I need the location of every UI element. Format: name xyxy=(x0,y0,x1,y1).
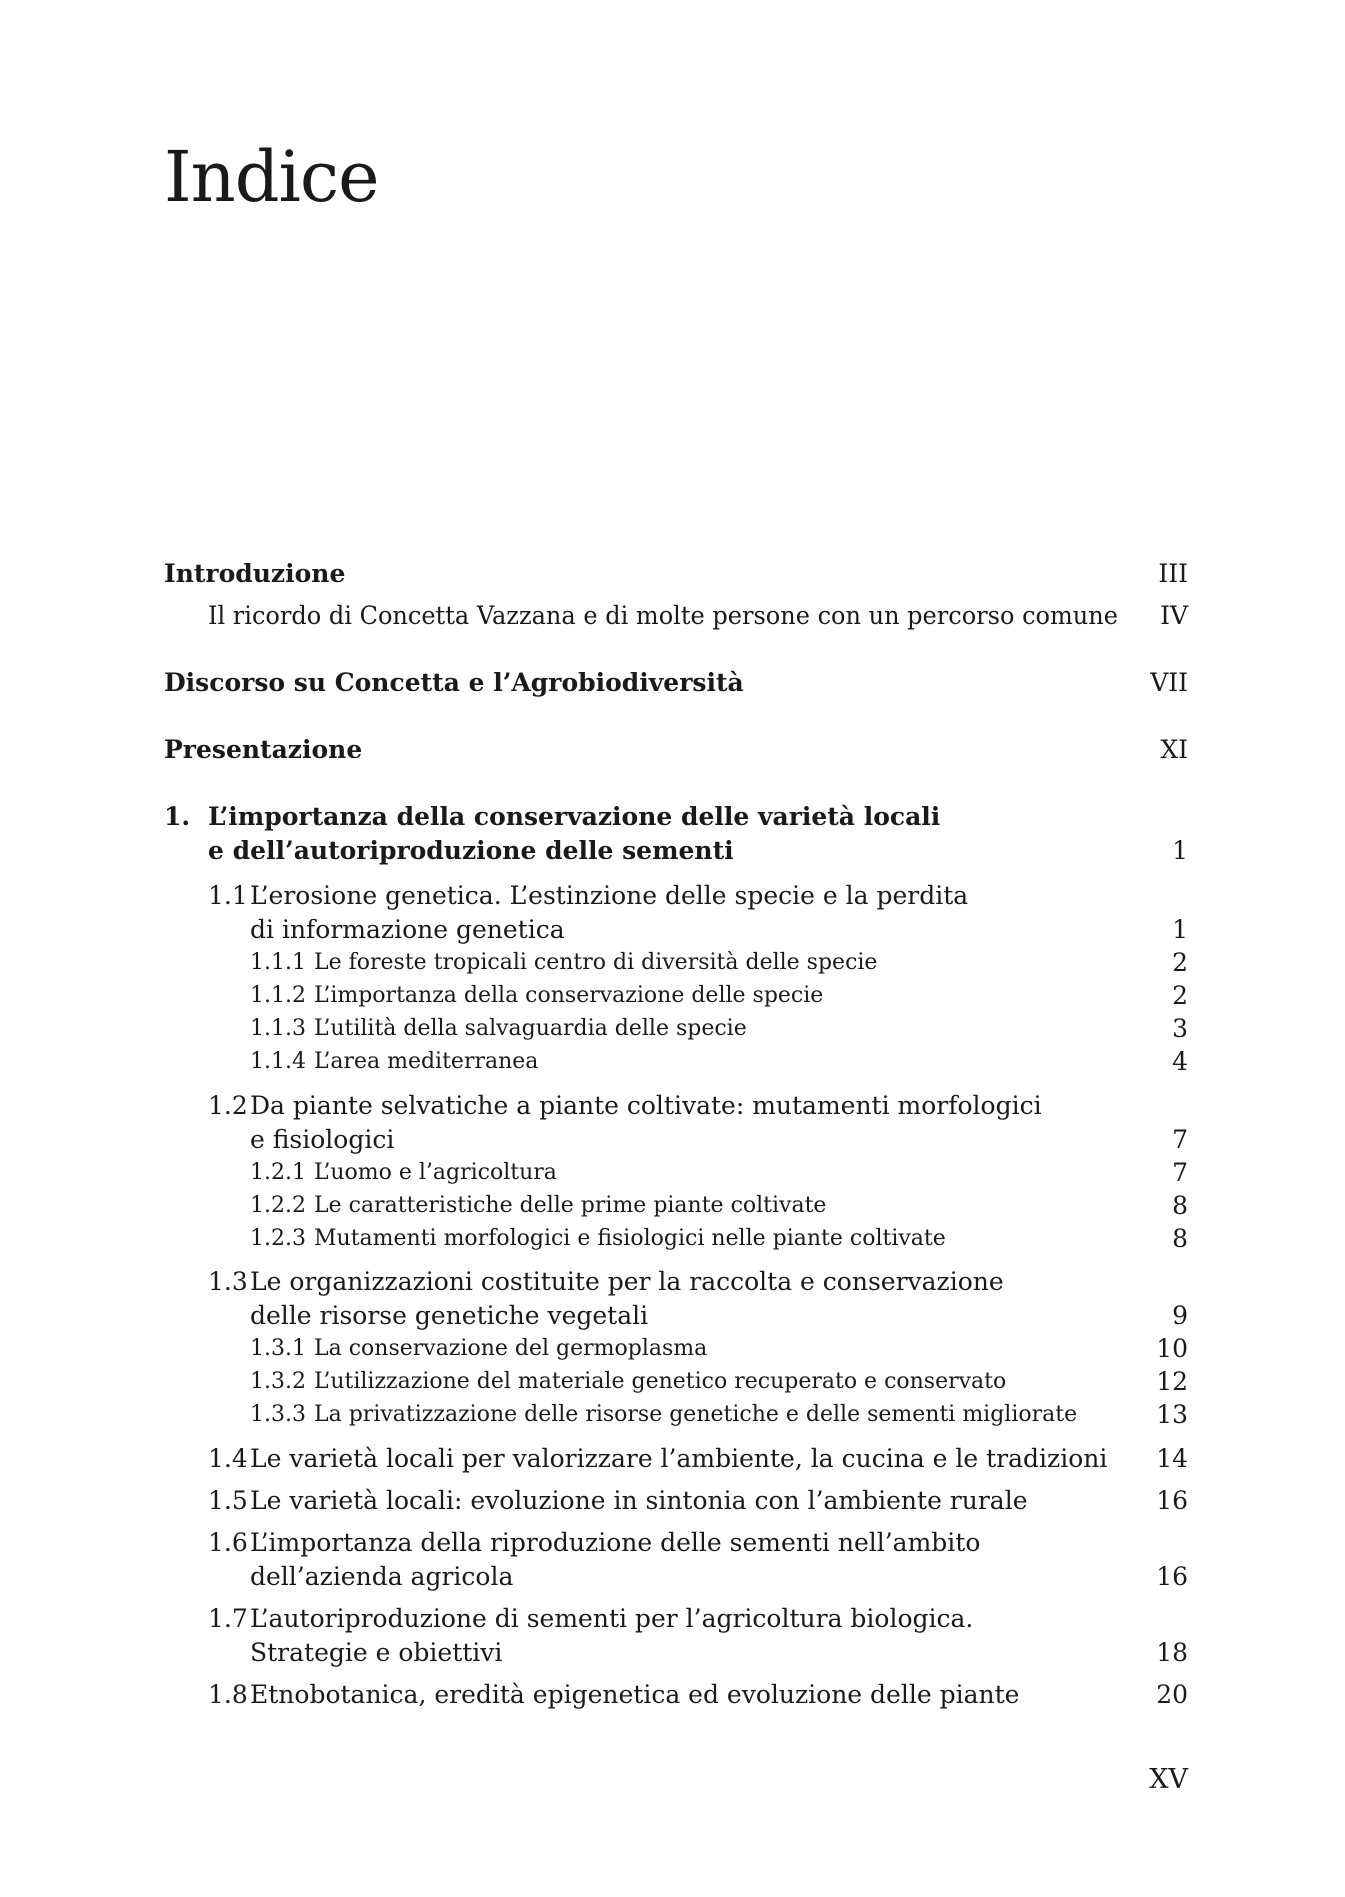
toc-section-title[interactable]: Le varietà locali: evoluzione in sintonia con l’ambiente rurale xyxy=(250,1486,1028,1515)
chapter-title-line1[interactable]: L’importanza della conservazione delle varietà locali xyxy=(208,802,941,831)
toc-section-title[interactable]: L’autoriproduzione di sementi per l’agricoltura biologica. xyxy=(250,1604,974,1633)
toc-section-title[interactable]: L’importanza della riproduzione delle sementi nell’ambito xyxy=(250,1528,981,1557)
toc-page-number: 9 xyxy=(1172,1301,1188,1330)
toc-section-title[interactable]: Etnobotanica, eredità epigenetica ed evoluzione delle piante xyxy=(250,1680,1020,1709)
toc-subsection-number: 1.3.3 xyxy=(250,1402,306,1427)
toc-page-number: 1 xyxy=(1172,915,1188,944)
toc-page-number: III xyxy=(1158,559,1188,588)
toc-section-title-cont[interactable]: e fisiologici xyxy=(250,1125,395,1154)
toc-subsection-title[interactable]: L’utilità della salvaguardia delle specie xyxy=(314,1016,747,1041)
toc-page-number: 12 xyxy=(1156,1367,1188,1396)
toc-subsection-title[interactable]: L’uomo e l’agricoltura xyxy=(314,1160,557,1185)
toc-entry-discorso[interactable]: Discorso su Concetta e l’Agrobiodiversità xyxy=(164,668,744,697)
toc-page-number: 8 xyxy=(1172,1224,1188,1253)
toc-entry-ricordo[interactable]: Il ricordo di Concetta Vazzana e di molte persone con un percorso comune xyxy=(208,601,1118,630)
toc-section-title[interactable]: L’erosione genetica. L’estinzione delle specie e la perdita xyxy=(250,881,969,910)
toc-section-number: 1.5 xyxy=(208,1486,248,1515)
toc-subsection-title[interactable]: L’importanza della conservazione delle specie xyxy=(314,983,824,1008)
toc-entry-presentazione[interactable]: Presentazione xyxy=(164,735,363,764)
toc-subsection-title[interactable]: Mutamenti morfologici e fisiologici nelle piante coltivate xyxy=(314,1226,946,1251)
toc-page-number: 8 xyxy=(1172,1191,1188,1220)
toc-page-number: 16 xyxy=(1156,1486,1188,1515)
toc-page-number: 2 xyxy=(1172,981,1188,1010)
toc-page-number: 1 xyxy=(1172,836,1188,865)
toc-subsection-title[interactable]: L’utilizzazione del materiale genetico recuperato e conservato xyxy=(314,1369,1007,1394)
toc-page-number: VII xyxy=(1150,668,1188,697)
toc-subsection-title[interactable]: L’area mediterranea xyxy=(314,1049,539,1074)
toc-section-number: 1.7 xyxy=(208,1604,248,1633)
toc-page-number: XI xyxy=(1160,735,1188,764)
toc-section-title[interactable]: Da piante selvatiche a piante coltivate: mutamenti morfologici xyxy=(250,1091,1042,1120)
toc-subsection-number: 1.2.2 xyxy=(250,1193,306,1218)
toc-subsection-title[interactable]: La privatizzazione delle risorse genetiche e delle sementi migliorate xyxy=(314,1402,1078,1427)
toc-section-title-cont[interactable]: Strategie e obiettivi xyxy=(250,1638,503,1667)
toc-section-title-cont[interactable]: delle risorse genetiche vegetali xyxy=(250,1301,649,1330)
toc-subsection-number: 1.2.1 xyxy=(250,1160,306,1185)
toc-section-title[interactable]: Le organizzazioni costituite per la raccolta e conservazione xyxy=(250,1267,1004,1296)
toc-subsection-number: 1.1.2 xyxy=(250,983,306,1008)
toc-page-number: 7 xyxy=(1172,1125,1188,1154)
toc-section-number: 1.3 xyxy=(208,1267,248,1296)
toc-section-number: 1.2 xyxy=(208,1091,248,1120)
toc-subsection-number: 1.3.2 xyxy=(250,1369,306,1394)
toc-page-number: 2 xyxy=(1172,948,1188,977)
toc-page-number: 4 xyxy=(1172,1047,1188,1076)
toc-page-number: 13 xyxy=(1156,1400,1188,1429)
toc-section-number: 1.1 xyxy=(208,881,248,910)
toc-subsection-number: 1.3.1 xyxy=(250,1336,306,1361)
toc-entry-introduzione[interactable]: Introduzione xyxy=(164,559,346,588)
toc-page-number: 14 xyxy=(1156,1444,1188,1473)
toc-subsection-number: 1.2.3 xyxy=(250,1226,306,1251)
toc-subsection-title[interactable]: Le caratteristiche delle prime piante coltivate xyxy=(314,1193,827,1218)
toc-page-number: 20 xyxy=(1156,1680,1188,1709)
toc-page-number: 3 xyxy=(1172,1014,1188,1043)
page-title: Indice xyxy=(164,136,379,218)
toc-section-title-cont[interactable]: di informazione genetica xyxy=(250,915,565,944)
chapter-number: 1. xyxy=(164,802,191,831)
toc-page-number: 7 xyxy=(1172,1158,1188,1187)
toc-page-number: 16 xyxy=(1156,1562,1188,1591)
toc-page-number: 18 xyxy=(1156,1638,1188,1667)
toc-section-title[interactable]: Le varietà locali per valorizzare l’ambiente, la cucina e le tradizioni xyxy=(250,1444,1108,1473)
toc-section-number: 1.8 xyxy=(208,1680,248,1709)
toc-subsection-number: 1.1.3 xyxy=(250,1016,306,1041)
toc-subsection-title[interactable]: Le foreste tropicali centro di diversità delle specie xyxy=(314,950,878,975)
toc-section-title-cont[interactable]: dell’azienda agricola xyxy=(250,1562,514,1591)
toc-section-number: 1.6 xyxy=(208,1528,248,1557)
toc-subsection-number: 1.1.4 xyxy=(250,1049,306,1074)
chapter-title-line2[interactable]: e dell’autoriproduzione delle sementi xyxy=(208,836,734,865)
toc-subsection-title[interactable]: La conservazione del germoplasma xyxy=(314,1336,708,1361)
toc-section-number: 1.4 xyxy=(208,1444,248,1473)
toc-page-number: 10 xyxy=(1156,1334,1188,1363)
toc-subsection-number: 1.1.1 xyxy=(250,950,306,975)
toc-page-number: IV xyxy=(1160,601,1188,630)
page-folio: XV xyxy=(1149,1764,1188,1795)
